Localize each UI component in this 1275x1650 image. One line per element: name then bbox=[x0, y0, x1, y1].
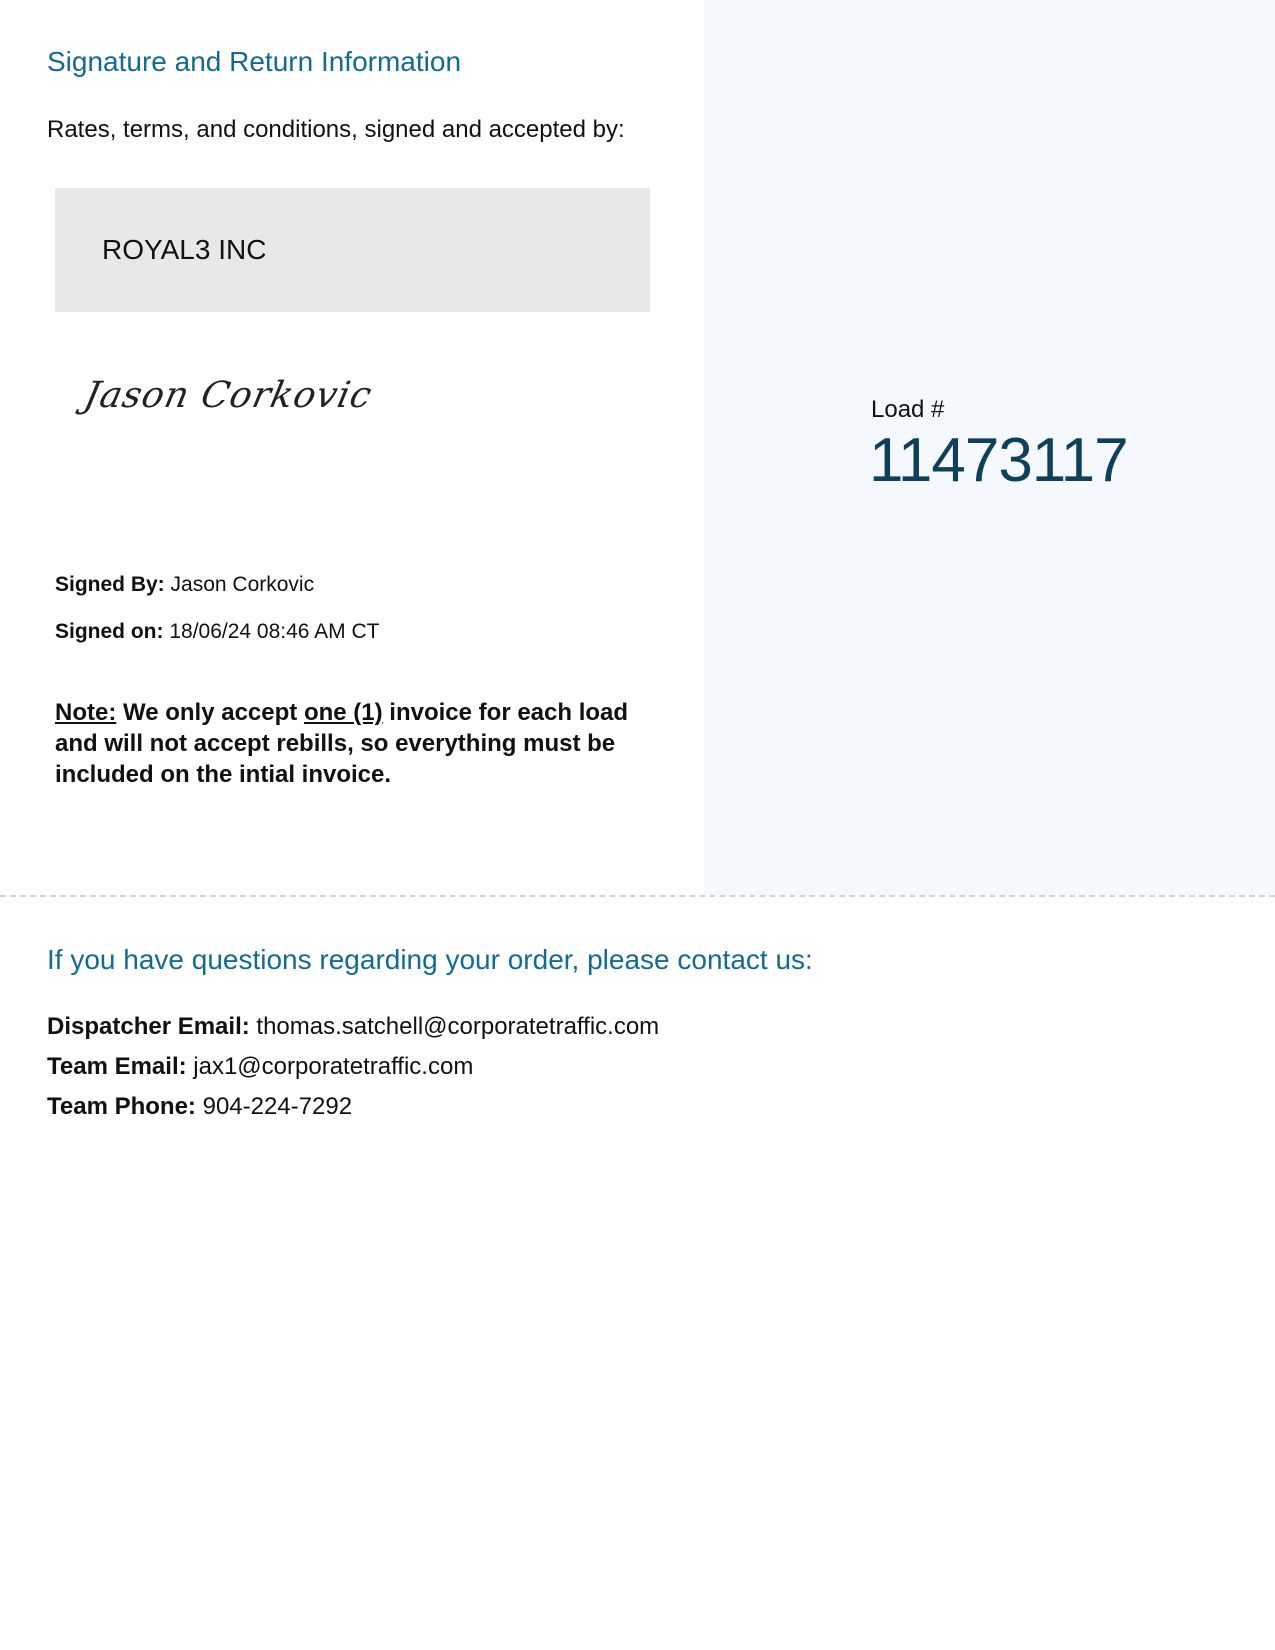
company-box bbox=[55, 188, 650, 312]
acceptance-intro: Rates, terms, and conditions, signed and accepted by: bbox=[47, 116, 625, 143]
note-text-end: invoice for each load and will not accept rebills, so everything must be included on the intial invoice. bbox=[55, 699, 629, 788]
note-text-start: We only accept bbox=[123, 699, 298, 726]
invoice-note bbox=[55, 697, 635, 790]
team-phone-label: Team Phone: bbox=[47, 1093, 196, 1120]
signature-section-title: Signature and Return Information bbox=[47, 46, 462, 77]
note-label: Note: bbox=[55, 699, 117, 726]
note-emphasis: one (1) bbox=[303, 699, 383, 726]
signed-on-line bbox=[55, 620, 379, 644]
team-email-line bbox=[47, 1053, 473, 1081]
team-email-label: Team Email: bbox=[47, 1053, 187, 1080]
team-phone[interactable]: 904-224-7292 bbox=[202, 1093, 353, 1120]
load-number-label: Load # bbox=[871, 396, 945, 423]
contact-section-title: If you have questions regarding your order, please contact us: bbox=[47, 944, 813, 975]
team-email[interactable]: jax1@corporatetraffic.com bbox=[193, 1053, 474, 1080]
load-number: 11473117 bbox=[869, 426, 1128, 495]
signed-by-line bbox=[55, 573, 314, 597]
dispatcher-email-label: Dispatcher Email: bbox=[47, 1013, 250, 1040]
dispatcher-email-line bbox=[47, 1013, 659, 1041]
signed-by-value: Jason Corkovic bbox=[170, 573, 315, 596]
signed-on-value: 18/06/24 08:46 AM CT bbox=[169, 620, 380, 643]
signed-on-label: Signed on: bbox=[55, 620, 164, 643]
section-divider bbox=[0, 895, 1275, 897]
dispatcher-email[interactable]: thomas.satchell@corporatetraffic.com bbox=[256, 1013, 660, 1040]
team-phone-line bbox=[47, 1093, 352, 1121]
signature-image: Jason Corkovic bbox=[80, 375, 376, 416]
signed-by-label: Signed By: bbox=[55, 573, 165, 596]
company-name: ROYAL3 INC bbox=[102, 234, 267, 265]
